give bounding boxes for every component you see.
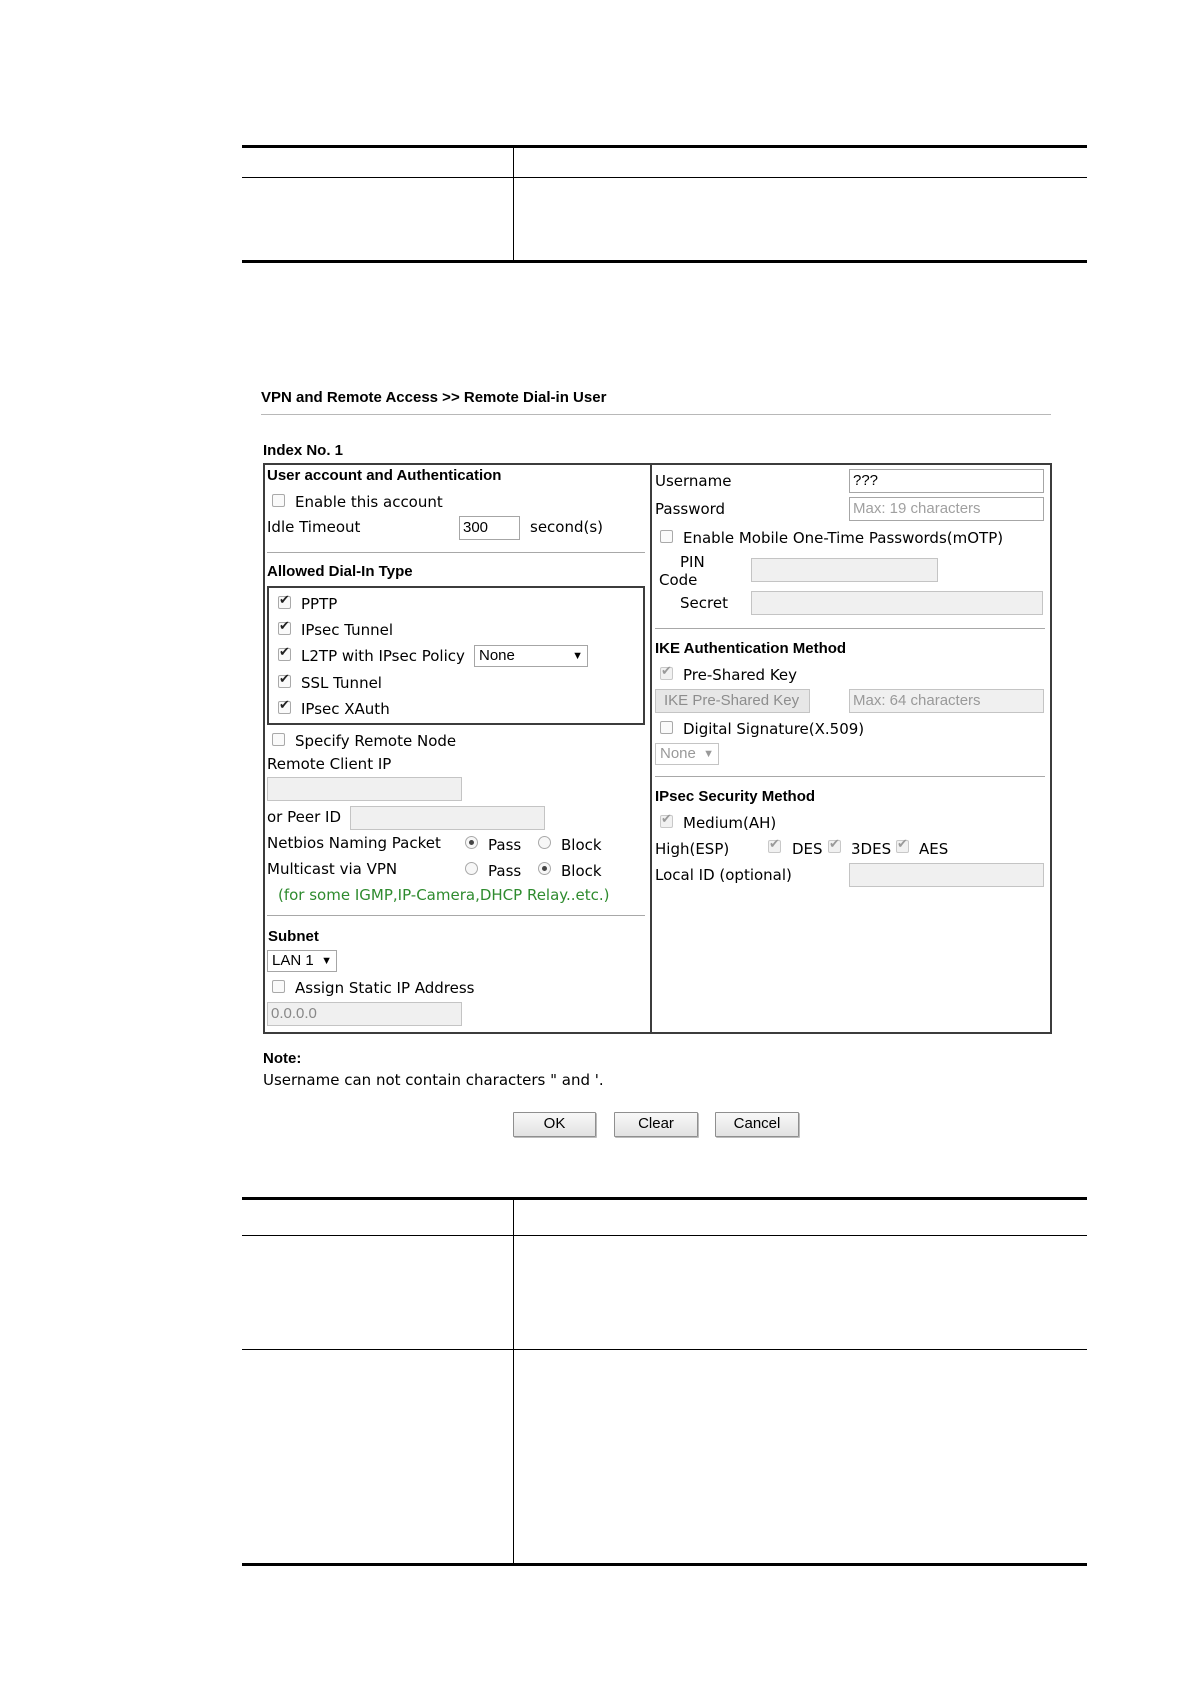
subnet-title: Subnet [268,928,319,945]
l2tp-policy-select[interactable] [474,645,588,667]
table-top-rule [242,1197,1087,1200]
medium-ah-checkbox[interactable] [660,815,673,828]
table-column-divider [513,1197,514,1565]
l2tp-label: L2TP with IPsec Policy [301,647,465,665]
remote-client-ip-label: Remote Client IP [267,755,392,773]
secret-label: Secret [680,594,728,612]
digital-signature-label: Digital Signature(X.509) [683,720,865,738]
digital-signature-checkbox[interactable] [660,721,673,734]
motp-label: Enable Mobile One-Time Passwords(mOTP) [683,529,1004,547]
chevron-down-icon: ▼ [703,748,714,760]
netbios-pass-radio[interactable] [465,836,478,849]
username-label: Username [655,472,732,490]
idle-timeout-unit: second(s) [530,518,604,536]
netbios-block-label: Block [561,836,602,854]
chevron-down-icon: ▼ [321,955,332,967]
idle-timeout-label: Idle Timeout [267,518,361,536]
clear-button[interactable]: Clear [614,1112,698,1137]
panel-column-divider [650,463,652,1034]
ssl-tunnel-label: SSL Tunnel [301,674,382,692]
ike-auth-title: IKE Authentication Method [655,640,847,657]
ike-psk-button[interactable]: IKE Pre-Shared Key [655,689,810,713]
pre-shared-key-label: Pre-Shared Key [683,666,798,684]
cancel-button[interactable]: Cancel [715,1112,799,1137]
high-esp-label: High(ESP) [655,840,730,858]
local-id-label: Local ID (optional) [655,866,792,884]
breadcrumb-divider [261,414,1051,415]
aes-label: AES [919,840,949,858]
table-bottom-rule [242,1563,1087,1566]
pin-label: PIN [680,553,705,571]
subnet-value: LAN 1 [272,952,314,969]
ssl-tunnel-checkbox[interactable] [278,675,291,688]
idle-timeout-input[interactable]: 300 [459,516,520,540]
subnet-select[interactable] [267,950,337,972]
netbios-block-radio[interactable] [538,836,551,849]
l2tp-policy-value: None [479,647,515,664]
multicast-hint: (for some IGMP,IP-Camera,DHCP Relay..etc.) [278,886,610,904]
ipsec-xauth-checkbox[interactable] [278,701,291,714]
ipsec-tunnel-checkbox[interactable] [278,622,291,635]
pre-shared-key-checkbox[interactable] [660,667,673,680]
ipsec-security-title: IPsec Security Method [655,788,816,805]
pptp-label: PPTP [301,595,338,613]
allowed-dialin-title: Allowed Dial-In Type [267,563,413,580]
pptp-checkbox[interactable] [278,596,291,609]
section-divider [267,552,645,553]
remote-client-ip-input[interactable] [267,777,462,801]
bottom-doc-table [242,1197,1087,1567]
ipsec-xauth-label: IPsec XAuth [301,700,390,718]
assign-static-ip-checkbox[interactable] [272,980,285,993]
index-number-label: Index No. 1 [263,442,344,459]
medium-ah-label: Medium(AH) [683,814,777,832]
motp-checkbox[interactable] [660,530,673,543]
table-bottom-rule [242,260,1087,263]
des-checkbox[interactable] [768,840,781,853]
local-id-input[interactable] [849,863,1044,887]
code-label: Code [659,571,698,589]
des-label: DES [792,840,823,858]
multicast-pass-radio[interactable] [465,862,478,875]
l2tp-checkbox[interactable] [278,648,291,661]
specify-remote-node-checkbox[interactable] [272,733,285,746]
enable-account-label: Enable this account [295,493,443,511]
note-title: Note: [263,1050,302,1067]
ike-psk-input[interactable]: Max: 64 characters [849,689,1044,713]
table-column-divider [513,145,514,262]
user-account-section-title: User account and Authentication [267,467,502,484]
netbios-pass-label: Pass [488,836,522,854]
table-top-rule [242,145,1087,148]
table-header-rule [242,177,1087,178]
peer-id-label: or Peer ID [267,808,341,826]
assign-static-ip-label: Assign Static IP Address [295,979,475,997]
section-divider [655,628,1045,629]
static-ip-input[interactable]: 0.0.0.0 [267,1002,462,1026]
table-row-rule [242,1349,1087,1350]
username-input[interactable]: ??? [849,469,1044,493]
table-header-rule [242,1235,1087,1236]
digital-signature-select[interactable] [655,743,719,765]
multicast-block-label: Block [561,862,602,880]
3des-checkbox[interactable] [828,840,841,853]
multicast-pass-label: Pass [488,862,522,880]
section-divider [267,915,645,916]
breadcrumb: VPN and Remote Access >> Remote Dial-in User [261,389,607,406]
chevron-down-icon: ▼ [572,650,583,662]
enable-account-checkbox[interactable] [272,494,285,507]
secret-input[interactable] [751,591,1043,615]
ok-button[interactable]: OK [513,1112,596,1137]
netbios-label: Netbios Naming Packet [267,834,441,852]
top-doc-table [242,145,1087,265]
pin-code-input[interactable] [751,558,938,582]
multicast-label: Multicast via VPN [267,860,398,878]
digital-signature-value: None [660,745,696,762]
specify-remote-node-label: Specify Remote Node [295,732,457,750]
section-divider [655,776,1045,777]
password-input[interactable]: Max: 19 characters [849,497,1044,521]
ipsec-tunnel-label: IPsec Tunnel [301,621,394,639]
multicast-block-radio[interactable] [538,862,551,875]
peer-id-input[interactable] [350,806,545,830]
note-text: Username can not contain characters " and '. [263,1071,604,1089]
3des-label: 3DES [851,840,892,858]
password-label: Password [655,500,726,518]
aes-checkbox[interactable] [896,840,909,853]
